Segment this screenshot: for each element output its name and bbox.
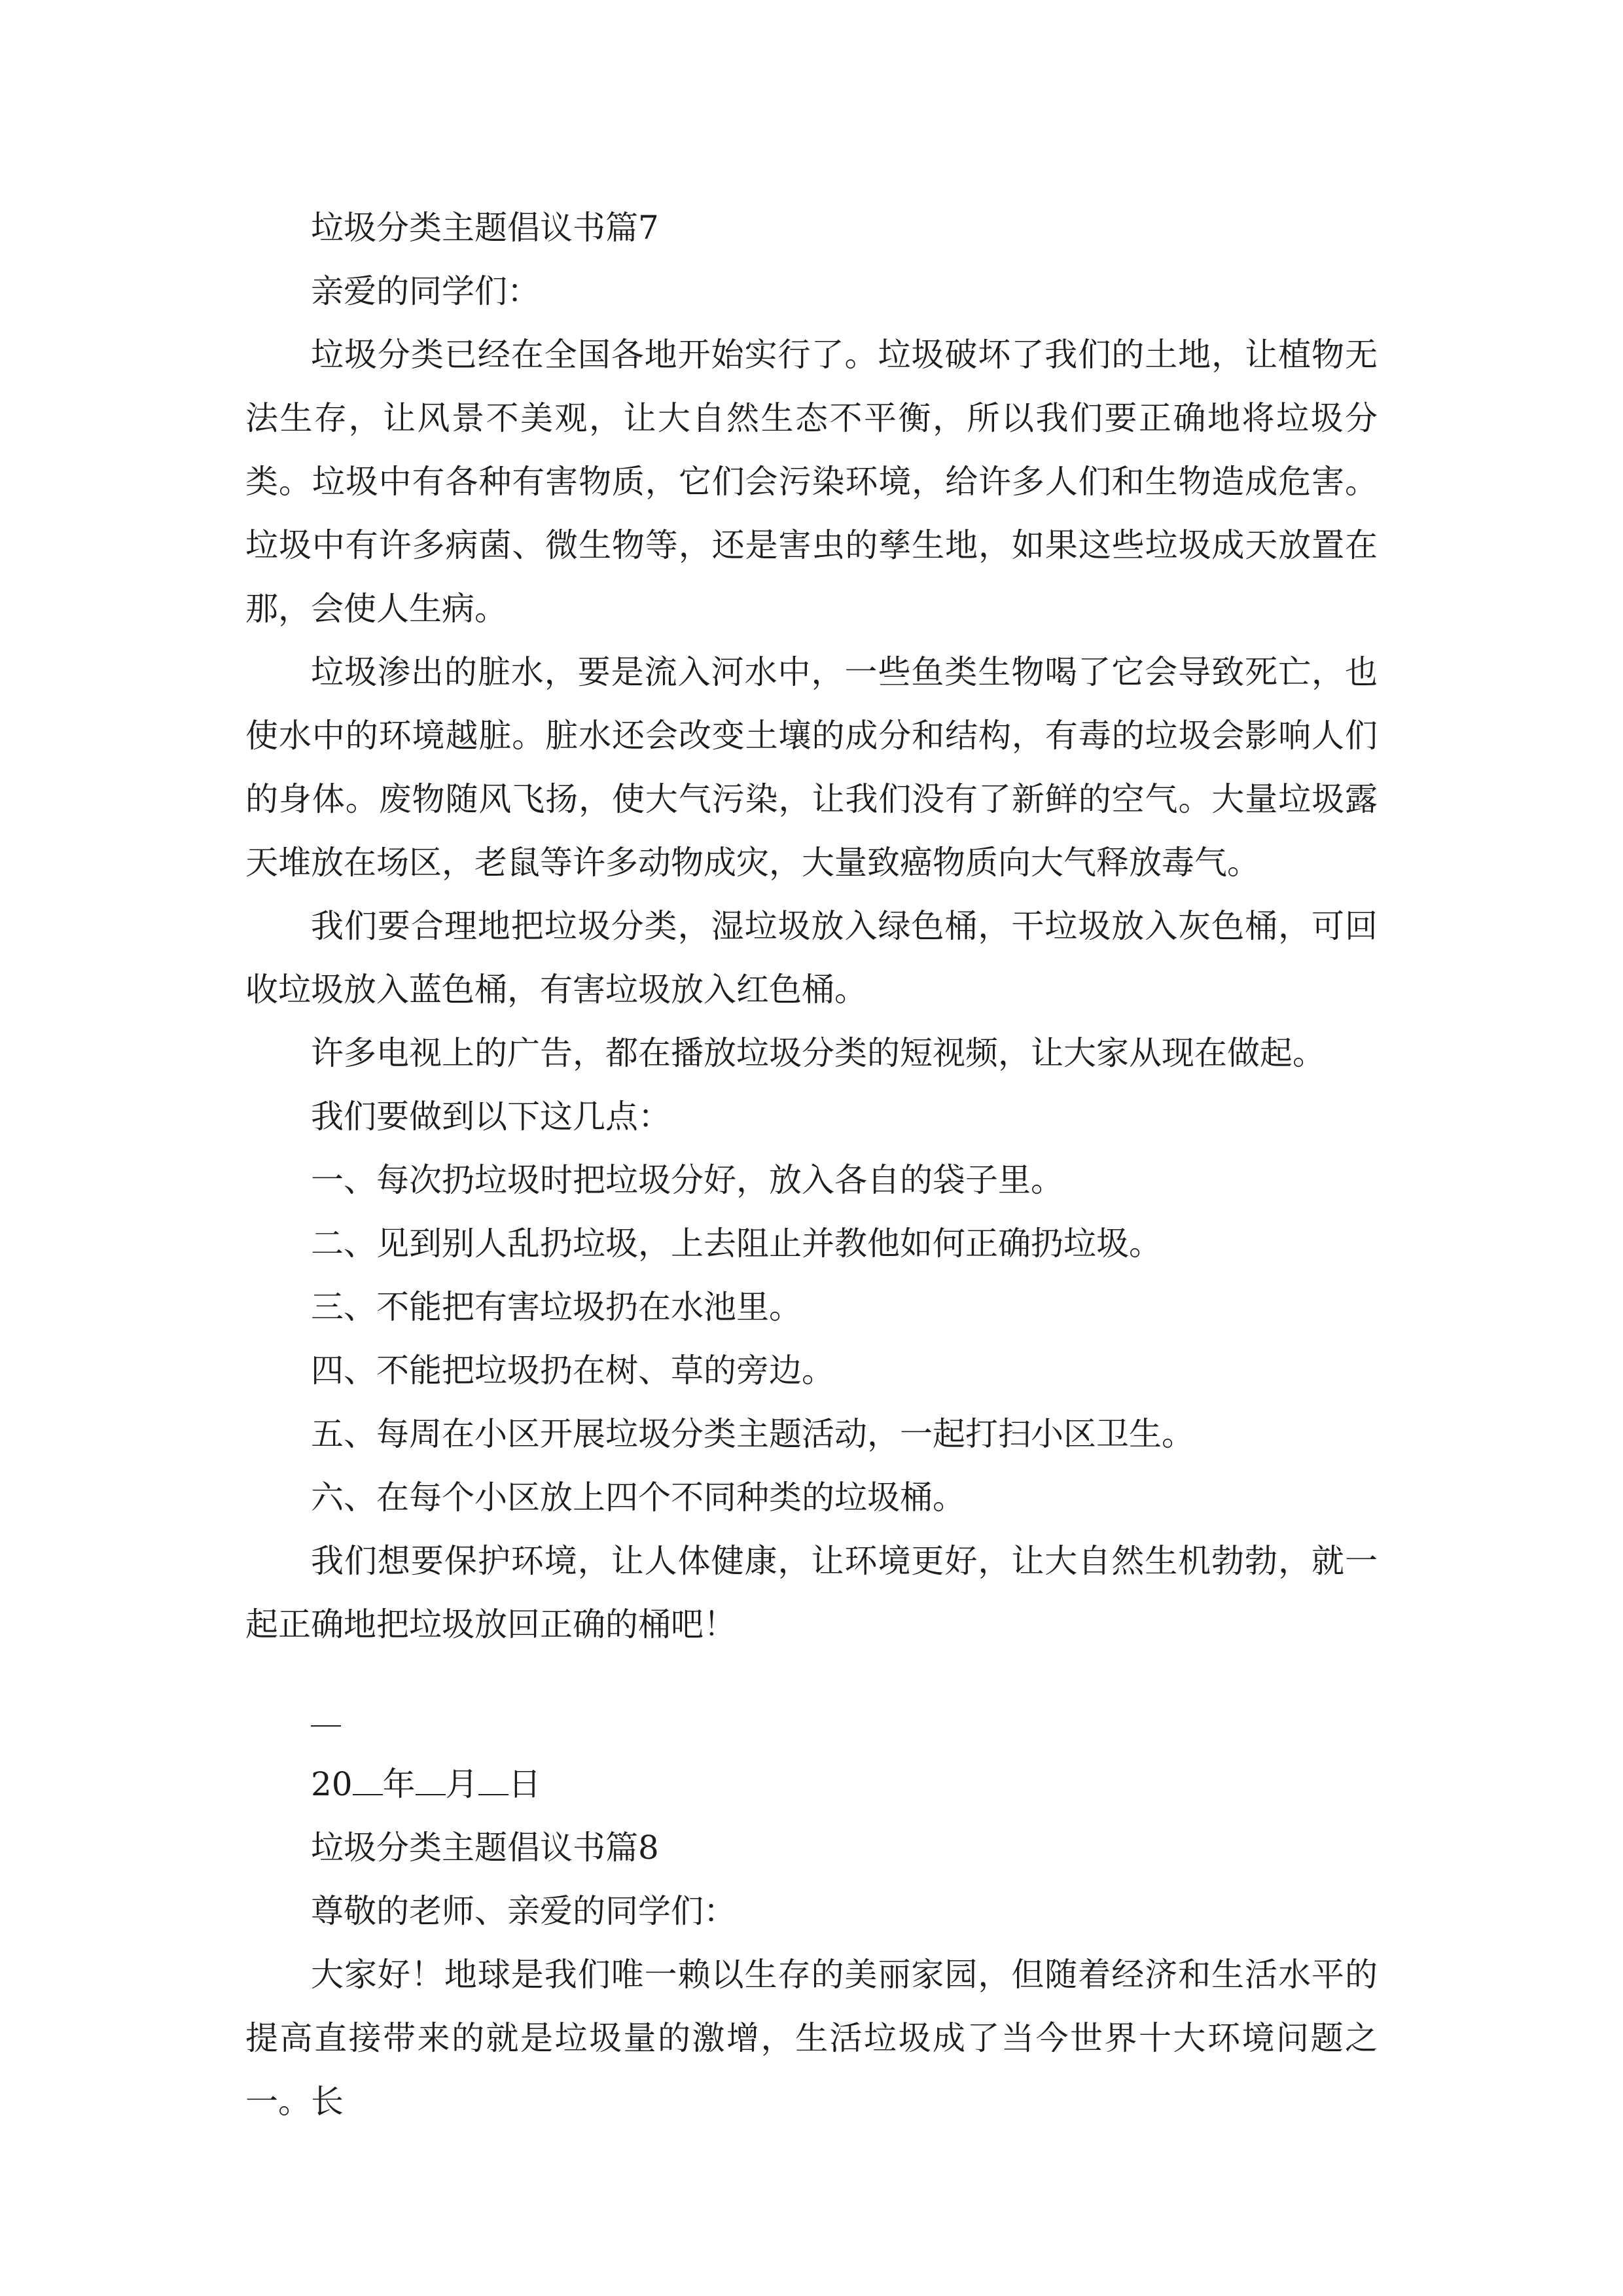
section7-list-item-5: 五、每周在小区开展垃圾分类主题活动，一起打扫小区卫生。 [311,1415,1194,1453]
section7-list-item-2: 二、见到别人乱扔垃圾，上去阻止并教他如何正确扔垃圾。 [311,1225,1162,1263]
date-day-blank [478,1768,508,1795]
section7-list-item-6: 六、在每个小区放上四个不同种类的垃圾桶。 [311,1479,965,1516]
section8-title: 垃圾分类主题倡议书篇8 [311,1829,659,1867]
date-month-char: 月 [445,1765,478,1803]
section8-greeting: 尊敬的老师、亲爱的同学们： [311,1892,736,1930]
section7-paragraph-5: 我们要做到以下这几点： [311,1098,671,1136]
signature-blank [245,1689,1378,1753]
section7-list-item-3: 三、不能把有害垃圾扔在水池里。 [311,1288,802,1326]
section7-paragraph-4: 许多电视上的广告，都在播放垃圾分类的短视频，让大家从现在做起。 [311,1034,1325,1072]
date-month-blank [416,1768,446,1795]
date-year-prefix: 20 [311,1765,353,1803]
date-day-char: 日 [508,1765,541,1803]
document-body [245,196,1378,2134]
section7-paragraph-2: 垃圾渗出的脏水，要是流入河水中，一些鱼类生物喝了它会导致死亡，也使水中的环境越脏。脏水还会改变土壤的成分和结构，有毒的垃圾会影响人们的身体。废物随风飞扬，使大气污染，让我们没有了新鲜的空气。大量垃圾露天堆放在场区，老鼠等许多动物成灾，大量致癌物质向大气释放毒气。 [245,653,1378,882]
signature-underline [311,1725,341,1727]
section7-closing-paragraph: 我们想要保护环境，让人体健康，让环境更好，让大自然生机勃勃，就一起正确地把垃圾放回正确的桶吧！ [245,1542,1378,1643]
date-year-char: 年 [382,1765,416,1803]
section7-paragraph-1: 垃圾分类已经在全国各地开始实行了。垃圾破坏了我们的土地，让植物无法生存，让风景不美观，让大自然生态不平衡，所以我们要正确地将垃圾分类。垃圾中有各种有害物质，它们会污染环境，给许多人们和生物造成危害。垃圾中有许多病菌、微生物等，还是害虫的孳生地，如果这些垃圾成天放置在那，会使人生病。 [245,336,1378,628]
date-year-blank [353,1768,383,1795]
section7-list-item-4: 四、不能把垃圾扔在树、草的旁边。 [311,1352,834,1390]
section7-greeting: 亲爱的同学们： [311,272,540,310]
section7-paragraph-3: 我们要合理地把垃圾分类，湿垃圾放入绿色桶，干垃圾放入灰色桶，可回收垃圾放入蓝色桶，有害垃圾放入红色桶。 [245,907,1378,1009]
section8-paragraph-1: 大家好！地球是我们唯一赖以生存的美丽家园，但随着经济和生活水平的提高直接带来的就是垃圾量的激增，生活垃圾成了当今世界十大环境问题之一。长 [245,1956,1378,2121]
section7-title: 垃圾分类主题倡议书篇7 [311,209,659,247]
section7-list-item-1: 一、每次扔垃圾时把垃圾分好，放入各自的袋子里。 [311,1161,1063,1199]
date-line [245,1753,1378,1816]
